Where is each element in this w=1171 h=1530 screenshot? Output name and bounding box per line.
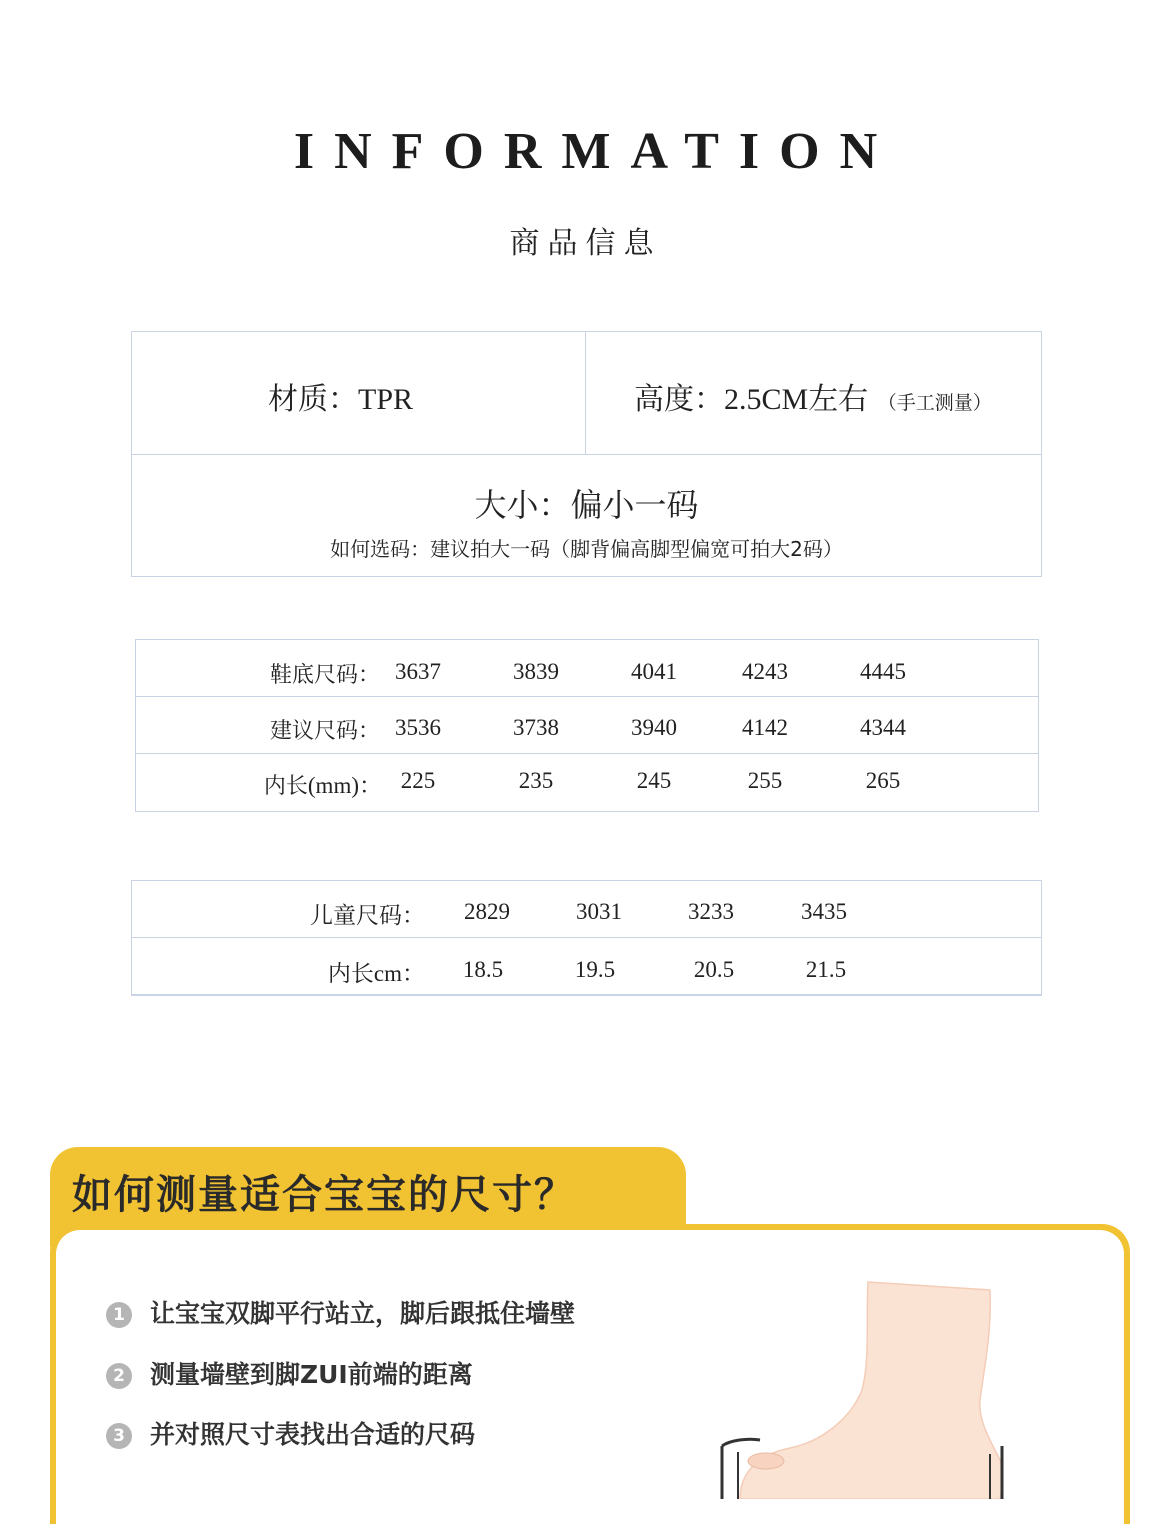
row-label: 鞋底尺码： xyxy=(269,663,380,688)
size-value: 偏小一码 xyxy=(570,486,699,524)
page-title-english: INFORMATION xyxy=(293,123,898,180)
table-row-divider xyxy=(135,696,1039,697)
table-row-divider xyxy=(131,937,1042,938)
table-cell: 4041 xyxy=(631,659,677,684)
table-cell: 225 xyxy=(400,768,436,793)
step-text: 测量墙壁到脚ZUI前端的距离 xyxy=(150,1360,473,1389)
table-cell: 3031 xyxy=(576,899,622,924)
table-cell: 265 xyxy=(865,768,901,793)
table-cell: 4243 xyxy=(742,659,788,684)
material-value: TPR xyxy=(358,383,414,416)
table-cell: 3536 xyxy=(395,715,441,740)
height-note: （手工测量） xyxy=(877,392,992,414)
size-label: 大小： xyxy=(474,486,571,524)
table-cell: 235 xyxy=(518,768,554,793)
table-cell: 3435 xyxy=(801,899,847,924)
step-text: 让宝宝双脚平行站立，脚后跟抵住墙壁 xyxy=(150,1299,576,1328)
row-label xyxy=(250,955,425,988)
page-title-chinese: 商品信息 xyxy=(509,226,662,261)
measure-title: 如何测量适合宝宝的尺寸？ xyxy=(72,1172,576,1218)
row-label-text: 内长 xyxy=(327,961,374,987)
row-label-unit: cm： xyxy=(373,961,425,986)
table-row-divider xyxy=(135,753,1039,754)
table-cell: 4344 xyxy=(860,715,906,740)
table-cell: 3839 xyxy=(513,659,559,684)
row-label: 建议尺码： xyxy=(269,719,380,744)
table-cell: 255 xyxy=(747,768,783,793)
table-cell: 4445 xyxy=(860,659,906,684)
table-cell: 245 xyxy=(636,768,672,793)
row-label-text: 内长 xyxy=(263,774,308,799)
table-cell: 18.5 xyxy=(462,957,504,982)
row-label xyxy=(200,767,382,800)
step-number-icon: 3 xyxy=(106,1423,132,1449)
height-value: 2.5CM xyxy=(724,383,809,416)
height-suffix: 左右 xyxy=(808,382,869,417)
toe-shape xyxy=(748,1453,784,1469)
step-item xyxy=(106,1294,575,1330)
step-item xyxy=(106,1415,475,1451)
table-cell: 3940 xyxy=(631,715,677,740)
table-cell: 4142 xyxy=(742,715,788,740)
table-cell: 21.5 xyxy=(805,957,847,982)
foot-illustration xyxy=(700,1270,1040,1499)
table-cell: 3738 xyxy=(513,715,559,740)
divider xyxy=(585,331,586,454)
row-label-unit: (mm)： xyxy=(307,773,382,798)
table-cell: 19.5 xyxy=(574,957,616,982)
height-label: 高度： xyxy=(634,382,724,417)
table-cell: 20.5 xyxy=(693,957,735,982)
step-item xyxy=(106,1355,473,1391)
size-field xyxy=(131,480,1042,526)
table-cell: 2829 xyxy=(464,899,510,924)
divider xyxy=(131,994,1042,996)
step-number-icon: 1 xyxy=(106,1302,132,1328)
row-label: 儿童尺码： xyxy=(310,903,425,929)
step-text: 并对照尺寸表找出合适的尺码 xyxy=(150,1420,476,1449)
divider xyxy=(131,454,1042,455)
table-cell: 3637 xyxy=(395,659,441,684)
measure-arc xyxy=(722,1439,760,1446)
height-field xyxy=(634,374,992,418)
material-field xyxy=(268,374,413,418)
material-label: 材质： xyxy=(268,382,358,417)
table-cell: 3233 xyxy=(688,899,734,924)
step-number-icon: 2 xyxy=(106,1363,132,1389)
size-tip: 如何选码：建议拍大一码（脚背偏高脚型偏宽可拍大2码） xyxy=(330,537,843,561)
